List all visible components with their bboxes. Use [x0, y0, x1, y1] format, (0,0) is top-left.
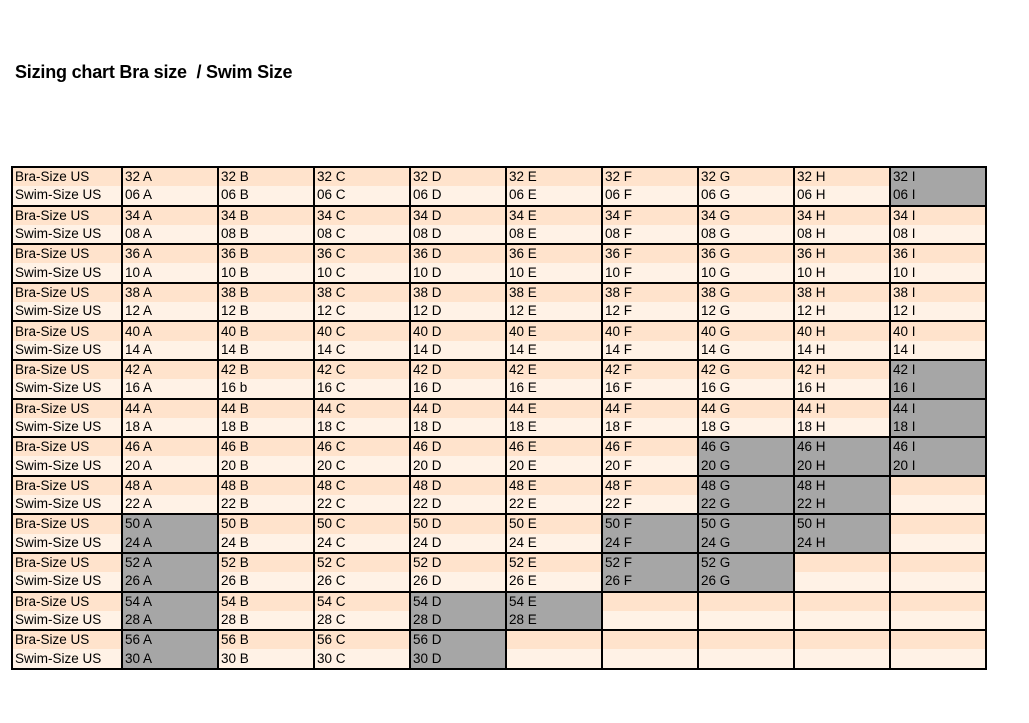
swim-size-label: Swim-Size US	[12, 225, 122, 244]
bra-size-cell: 44 H	[794, 399, 890, 418]
bra-size-label: Bra-Size US	[12, 476, 122, 495]
bra-size-cell: 34 C	[314, 206, 410, 225]
swim-size-cell: 16 F	[602, 379, 698, 398]
bra-size-cell: 32 D	[410, 167, 506, 186]
bra-size-cell: 42 A	[122, 360, 218, 379]
bra-size-row	[12, 437, 986, 456]
swim-size-cell: 20 F	[602, 456, 698, 475]
swim-size-cell: 06 A	[122, 186, 218, 205]
swim-size-cell: 24 C	[314, 534, 410, 553]
swim-size-label: Swim-Size US	[12, 649, 122, 668]
bra-size-cell: 34 B	[218, 206, 314, 225]
bra-size-cell: 48 G	[698, 476, 794, 495]
swim-size-cell: 20 B	[218, 456, 314, 475]
swim-size-cell: 20 C	[314, 456, 410, 475]
bra-size-cell: 44 C	[314, 399, 410, 418]
swim-size-cell: 08 C	[314, 225, 410, 244]
swim-size-row	[12, 534, 986, 553]
swim-size-cell: 16 C	[314, 379, 410, 398]
swim-size-cell: 08 A	[122, 225, 218, 244]
swim-size-cell: 12 C	[314, 302, 410, 321]
swim-size-cell	[794, 649, 890, 668]
bra-size-cell: 36 D	[410, 244, 506, 263]
bra-size-label: Bra-Size US	[12, 360, 122, 379]
bra-size-cell: 38 G	[698, 283, 794, 302]
bra-size-cell	[602, 592, 698, 611]
swim-size-cell	[506, 649, 602, 668]
bra-size-cell: 50 D	[410, 514, 506, 533]
swim-size-cell: 06 G	[698, 186, 794, 205]
bra-size-cell	[698, 592, 794, 611]
swim-size-cell: 16 I	[890, 379, 986, 398]
swim-size-cell: 24 H	[794, 534, 890, 553]
swim-size-cell: 14 G	[698, 341, 794, 360]
bra-size-label: Bra-Size US	[12, 592, 122, 611]
bra-size-row	[12, 553, 986, 572]
bra-size-label: Bra-Size US	[12, 399, 122, 418]
bra-size-cell: 36 A	[122, 244, 218, 263]
swim-size-cell: 10 C	[314, 263, 410, 282]
swim-size-label: Swim-Size US	[12, 418, 122, 437]
bra-size-row	[12, 592, 986, 611]
swim-size-cell: 14 C	[314, 341, 410, 360]
swim-size-label: Swim-Size US	[12, 611, 122, 630]
swim-size-cell: 12 A	[122, 302, 218, 321]
bra-size-cell: 52 G	[698, 553, 794, 572]
swim-size-cell: 26 D	[410, 572, 506, 591]
swim-size-cell	[890, 534, 986, 553]
swim-size-cell: 16 G	[698, 379, 794, 398]
bra-size-cell: 32 E	[506, 167, 602, 186]
bra-size-cell: 32 H	[794, 167, 890, 186]
swim-size-cell: 18 A	[122, 418, 218, 437]
bra-size-cell: 42 B	[218, 360, 314, 379]
swim-size-cell: 06 D	[410, 186, 506, 205]
sizing-chart-table	[11, 166, 987, 670]
swim-size-cell: 26 B	[218, 572, 314, 591]
swim-size-cell: 14 E	[506, 341, 602, 360]
swim-size-row	[12, 186, 986, 205]
swim-size-row	[12, 379, 986, 398]
swim-size-cell: 10 A	[122, 263, 218, 282]
bra-size-cell: 38 B	[218, 283, 314, 302]
bra-size-row	[12, 206, 986, 225]
swim-size-cell: 30 C	[314, 649, 410, 668]
swim-size-cell: 22 H	[794, 495, 890, 514]
bra-size-cell: 50 F	[602, 514, 698, 533]
swim-size-cell: 24 G	[698, 534, 794, 553]
bra-size-cell: 34 G	[698, 206, 794, 225]
swim-size-cell: 10 B	[218, 263, 314, 282]
bra-size-cell: 46 G	[698, 437, 794, 456]
swim-size-cell	[890, 495, 986, 514]
bra-size-cell: 40 H	[794, 321, 890, 340]
bra-size-row	[12, 630, 986, 649]
swim-size-cell: 26 F	[602, 572, 698, 591]
bra-size-cell: 40 D	[410, 321, 506, 340]
swim-size-cell: 08 H	[794, 225, 890, 244]
bra-size-cell: 42 C	[314, 360, 410, 379]
bra-size-cell	[794, 553, 890, 572]
bra-size-cell: 38 D	[410, 283, 506, 302]
swim-size-cell: 30 B	[218, 649, 314, 668]
swim-size-cell: 26 C	[314, 572, 410, 591]
swim-size-cell: 14 F	[602, 341, 698, 360]
bra-size-row	[12, 244, 986, 263]
bra-size-cell: 46 H	[794, 437, 890, 456]
swim-size-cell: 10 F	[602, 263, 698, 282]
swim-size-cell: 24 F	[602, 534, 698, 553]
swim-size-cell: 14 A	[122, 341, 218, 360]
swim-size-cell	[794, 572, 890, 591]
bra-size-cell: 40 B	[218, 321, 314, 340]
swim-size-label: Swim-Size US	[12, 379, 122, 398]
swim-size-cell: 18 D	[410, 418, 506, 437]
bra-size-cell: 54 A	[122, 592, 218, 611]
swim-size-cell: 18 H	[794, 418, 890, 437]
bra-size-row	[12, 514, 986, 533]
bra-size-row	[12, 360, 986, 379]
bra-size-cell: 32 G	[698, 167, 794, 186]
swim-size-cell: 12 D	[410, 302, 506, 321]
bra-size-label: Bra-Size US	[12, 321, 122, 340]
bra-size-cell: 42 I	[890, 360, 986, 379]
swim-size-cell: 30 D	[410, 649, 506, 668]
bra-size-cell: 50 H	[794, 514, 890, 533]
swim-size-cell: 16 D	[410, 379, 506, 398]
swim-size-cell: 10 E	[506, 263, 602, 282]
swim-size-cell: 06 F	[602, 186, 698, 205]
bra-size-cell: 48 B	[218, 476, 314, 495]
swim-size-cell: 22 B	[218, 495, 314, 514]
swim-size-cell: 08 E	[506, 225, 602, 244]
swim-size-row	[12, 649, 986, 668]
bra-size-row	[12, 167, 986, 186]
bra-size-cell: 56 B	[218, 630, 314, 649]
swim-size-cell: 20 A	[122, 456, 218, 475]
bra-size-row	[12, 283, 986, 302]
swim-size-cell: 10 H	[794, 263, 890, 282]
swim-size-cell: 26 G	[698, 572, 794, 591]
swim-size-cell: 24 B	[218, 534, 314, 553]
bra-size-cell: 42 F	[602, 360, 698, 379]
bra-size-cell: 48 C	[314, 476, 410, 495]
swim-size-cell: 10 G	[698, 263, 794, 282]
swim-size-cell	[794, 611, 890, 630]
swim-size-cell: 06 C	[314, 186, 410, 205]
swim-size-cell: 16 b	[218, 379, 314, 398]
swim-size-label: Swim-Size US	[12, 341, 122, 360]
bra-size-cell: 52 A	[122, 553, 218, 572]
swim-size-cell: 22 A	[122, 495, 218, 514]
swim-size-cell: 14 D	[410, 341, 506, 360]
swim-size-cell: 18 I	[890, 418, 986, 437]
swim-size-cell: 08 I	[890, 225, 986, 244]
swim-size-cell: 30 A	[122, 649, 218, 668]
sizing-chart-body	[12, 167, 986, 669]
bra-size-cell: 36 B	[218, 244, 314, 263]
swim-size-cell: 16 E	[506, 379, 602, 398]
bra-size-cell	[890, 630, 986, 649]
bra-size-cell: 42 D	[410, 360, 506, 379]
bra-size-cell: 44 I	[890, 399, 986, 418]
swim-size-cell: 20 G	[698, 456, 794, 475]
bra-size-cell: 38 I	[890, 283, 986, 302]
swim-size-cell: 12 G	[698, 302, 794, 321]
bra-size-label: Bra-Size US	[12, 244, 122, 263]
bra-size-cell: 40 G	[698, 321, 794, 340]
bra-size-cell: 40 F	[602, 321, 698, 340]
swim-size-cell: 20 D	[410, 456, 506, 475]
bra-size-cell: 32 I	[890, 167, 986, 186]
bra-size-cell: 32 C	[314, 167, 410, 186]
swim-size-label: Swim-Size US	[12, 186, 122, 205]
bra-size-cell: 38 F	[602, 283, 698, 302]
swim-size-cell	[698, 611, 794, 630]
swim-size-label: Swim-Size US	[12, 534, 122, 553]
bra-size-cell: 40 I	[890, 321, 986, 340]
bra-size-cell: 46 D	[410, 437, 506, 456]
swim-size-cell: 22 D	[410, 495, 506, 514]
bra-size-cell: 50 B	[218, 514, 314, 533]
swim-size-cell: 24 A	[122, 534, 218, 553]
bra-size-cell: 34 D	[410, 206, 506, 225]
bra-size-cell: 54 C	[314, 592, 410, 611]
swim-size-cell: 24 D	[410, 534, 506, 553]
bra-size-cell: 56 D	[410, 630, 506, 649]
bra-size-cell: 50 C	[314, 514, 410, 533]
bra-size-cell: 50 E	[506, 514, 602, 533]
bra-size-cell: 36 H	[794, 244, 890, 263]
swim-size-cell: 24 E	[506, 534, 602, 553]
swim-size-row	[12, 611, 986, 630]
swim-size-label: Swim-Size US	[12, 572, 122, 591]
swim-size-cell: 16 H	[794, 379, 890, 398]
bra-size-cell: 42 E	[506, 360, 602, 379]
bra-size-cell: 46 I	[890, 437, 986, 456]
swim-size-row	[12, 302, 986, 321]
bra-size-cell: 38 E	[506, 283, 602, 302]
bra-size-cell: 44 G	[698, 399, 794, 418]
bra-size-label: Bra-Size US	[12, 630, 122, 649]
bra-size-cell: 48 E	[506, 476, 602, 495]
bra-size-cell: 48 H	[794, 476, 890, 495]
swim-size-label: Swim-Size US	[12, 302, 122, 321]
bra-size-cell: 56 A	[122, 630, 218, 649]
bra-size-cell: 40 E	[506, 321, 602, 340]
bra-size-cell	[698, 630, 794, 649]
swim-size-cell: 18 F	[602, 418, 698, 437]
swim-size-cell: 16 A	[122, 379, 218, 398]
bra-size-cell: 44 A	[122, 399, 218, 418]
bra-size-label: Bra-Size US	[12, 167, 122, 186]
bra-size-cell: 34 E	[506, 206, 602, 225]
bra-size-cell: 34 I	[890, 206, 986, 225]
bra-size-cell: 44 D	[410, 399, 506, 418]
swim-size-row	[12, 418, 986, 437]
swim-size-cell: 22 G	[698, 495, 794, 514]
bra-size-cell: 54 B	[218, 592, 314, 611]
bra-size-cell: 40 A	[122, 321, 218, 340]
swim-size-cell: 22 F	[602, 495, 698, 514]
bra-size-label: Bra-Size US	[12, 514, 122, 533]
bra-size-cell: 44 B	[218, 399, 314, 418]
bra-size-cell: 46 A	[122, 437, 218, 456]
bra-size-cell: 36 G	[698, 244, 794, 263]
swim-size-cell: 08 B	[218, 225, 314, 244]
swim-size-row	[12, 456, 986, 475]
bra-size-cell: 38 H	[794, 283, 890, 302]
swim-size-row	[12, 572, 986, 591]
page-title: Sizing chart Bra size / Swim Size	[15, 62, 293, 82]
bra-size-cell: 52 C	[314, 553, 410, 572]
swim-size-cell: 28 D	[410, 611, 506, 630]
bra-size-label: Bra-Size US	[12, 283, 122, 302]
swim-size-cell: 20 H	[794, 456, 890, 475]
swim-size-row	[12, 341, 986, 360]
bra-size-row	[12, 476, 986, 495]
bra-size-cell: 50 G	[698, 514, 794, 533]
bra-size-cell: 46 C	[314, 437, 410, 456]
swim-size-cell: 26 E	[506, 572, 602, 591]
swim-size-cell: 18 E	[506, 418, 602, 437]
bra-size-cell: 42 G	[698, 360, 794, 379]
swim-size-row	[12, 495, 986, 514]
bra-size-row	[12, 321, 986, 340]
bra-size-cell: 48 F	[602, 476, 698, 495]
bra-size-cell: 52 D	[410, 553, 506, 572]
swim-size-cell: 28 B	[218, 611, 314, 630]
bra-size-cell: 32 F	[602, 167, 698, 186]
bra-size-cell	[506, 630, 602, 649]
swim-size-cell: 06 H	[794, 186, 890, 205]
swim-size-cell: 10 D	[410, 263, 506, 282]
bra-size-cell: 38 A	[122, 283, 218, 302]
bra-size-cell: 56 C	[314, 630, 410, 649]
bra-size-cell	[602, 630, 698, 649]
swim-size-cell: 12 E	[506, 302, 602, 321]
bra-size-cell: 38 C	[314, 283, 410, 302]
swim-size-cell	[602, 649, 698, 668]
swim-size-cell: 12 I	[890, 302, 986, 321]
swim-size-cell: 14 I	[890, 341, 986, 360]
swim-size-cell: 22 E	[506, 495, 602, 514]
swim-size-cell	[602, 611, 698, 630]
swim-size-cell: 12 H	[794, 302, 890, 321]
swim-size-cell: 08 G	[698, 225, 794, 244]
bra-size-cell: 32 B	[218, 167, 314, 186]
swim-size-cell: 06 B	[218, 186, 314, 205]
swim-size-cell	[698, 649, 794, 668]
swim-size-cell: 10 I	[890, 263, 986, 282]
bra-size-cell: 34 A	[122, 206, 218, 225]
bra-size-cell: 52 B	[218, 553, 314, 572]
bra-size-label: Bra-Size US	[12, 437, 122, 456]
swim-size-cell: 22 C	[314, 495, 410, 514]
bra-size-cell: 46 F	[602, 437, 698, 456]
bra-size-row	[12, 399, 986, 418]
swim-size-cell: 12 F	[602, 302, 698, 321]
bra-size-cell: 52 E	[506, 553, 602, 572]
bra-size-cell: 46 E	[506, 437, 602, 456]
bra-size-cell: 44 F	[602, 399, 698, 418]
swim-size-cell	[890, 649, 986, 668]
swim-size-cell: 18 C	[314, 418, 410, 437]
swim-size-cell: 20 E	[506, 456, 602, 475]
swim-size-row	[12, 225, 986, 244]
bra-size-cell: 42 H	[794, 360, 890, 379]
bra-size-cell: 46 B	[218, 437, 314, 456]
swim-size-cell: 06 I	[890, 186, 986, 205]
swim-size-cell: 14 B	[218, 341, 314, 360]
bra-size-cell: 54 D	[410, 592, 506, 611]
swim-size-cell: 18 G	[698, 418, 794, 437]
swim-size-cell	[890, 611, 986, 630]
bra-size-cell: 52 F	[602, 553, 698, 572]
bra-size-label: Bra-Size US	[12, 553, 122, 572]
swim-size-cell: 08 D	[410, 225, 506, 244]
swim-size-cell: 06 E	[506, 186, 602, 205]
bra-size-cell	[890, 553, 986, 572]
bra-size-cell: 32 A	[122, 167, 218, 186]
swim-size-cell: 12 B	[218, 302, 314, 321]
swim-size-cell: 20 I	[890, 456, 986, 475]
bra-size-label: Bra-Size US	[12, 206, 122, 225]
swim-size-row	[12, 263, 986, 282]
bra-size-cell: 36 C	[314, 244, 410, 263]
swim-size-cell	[890, 572, 986, 591]
swim-size-cell: 26 A	[122, 572, 218, 591]
swim-size-cell: 08 F	[602, 225, 698, 244]
bra-size-cell: 48 D	[410, 476, 506, 495]
bra-size-cell: 34 H	[794, 206, 890, 225]
swim-size-cell: 14 H	[794, 341, 890, 360]
swim-size-cell: 28 A	[122, 611, 218, 630]
swim-size-label: Swim-Size US	[12, 456, 122, 475]
bra-size-cell: 34 F	[602, 206, 698, 225]
bra-size-cell	[794, 630, 890, 649]
swim-size-cell: 28 C	[314, 611, 410, 630]
bra-size-cell	[890, 476, 986, 495]
bra-size-cell: 54 E	[506, 592, 602, 611]
bra-size-cell: 40 C	[314, 321, 410, 340]
bra-size-cell: 36 I	[890, 244, 986, 263]
swim-size-cell: 28 E	[506, 611, 602, 630]
swim-size-label: Swim-Size US	[12, 263, 122, 282]
swim-size-label: Swim-Size US	[12, 495, 122, 514]
bra-size-cell	[890, 592, 986, 611]
bra-size-cell	[794, 592, 890, 611]
bra-size-cell: 44 E	[506, 399, 602, 418]
bra-size-cell	[890, 514, 986, 533]
bra-size-cell: 48 A	[122, 476, 218, 495]
bra-size-cell: 36 F	[602, 244, 698, 263]
bra-size-cell: 36 E	[506, 244, 602, 263]
bra-size-cell: 50 A	[122, 514, 218, 533]
swim-size-cell: 18 B	[218, 418, 314, 437]
